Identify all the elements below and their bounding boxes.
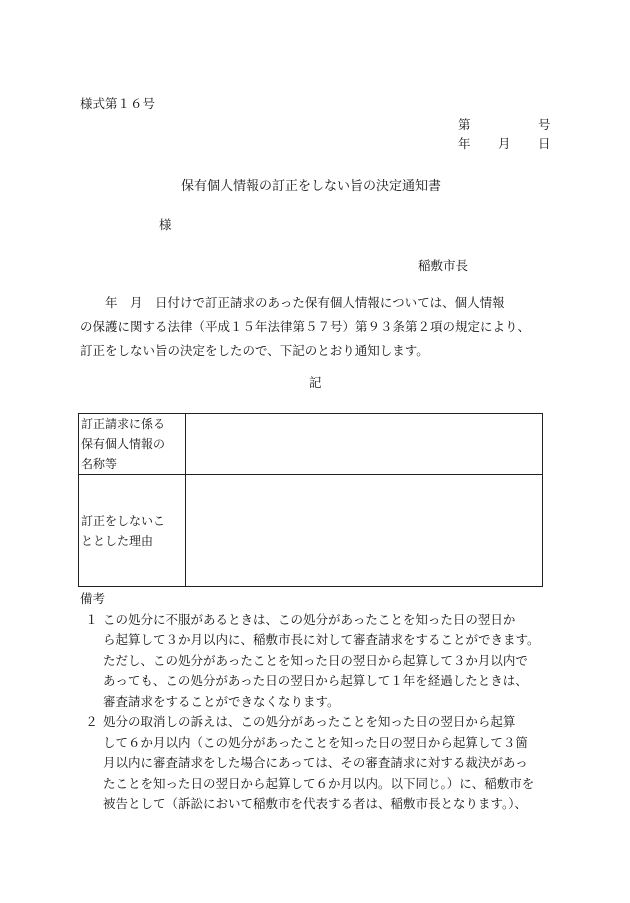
table-row (79, 414, 543, 475)
body-line: の保護に関する法律（平成１５年法律第５７号）第９３条第２項の規定により、 (80, 319, 531, 334)
note-item-1-line: 審査請求をすることができなくなります。 (103, 693, 340, 709)
label-line: 訂正請求に係る (81, 417, 166, 431)
note-text: 処分の取消しの訴えは、この処分があったことを知った日の翌日から起算 (103, 714, 516, 729)
name-label-cell (79, 414, 186, 475)
doc-number-suffix: 号 (538, 117, 551, 132)
ki-heading: 記 (309, 375, 322, 390)
note-item-1-line (80, 610, 560, 631)
note-item-2-line: たことを知った日の翌日から起算して６か月以内。以下同じ。）に、稲敷市を (103, 775, 535, 791)
info-table (78, 413, 543, 587)
note-item-2-line (80, 712, 560, 733)
reason-value-cell (186, 475, 543, 587)
date-year: 年 (458, 136, 471, 151)
body-line: 年 月 日付けで訂正請求のあった保有個人情報については、個人情報 (80, 295, 505, 310)
table-row (79, 475, 543, 587)
label-line: ととした理由 (81, 533, 154, 548)
note-item-2-line: して６か月以内（この処分があったことを知った日の翌日から起算して３箇 (103, 734, 528, 750)
note-number: ２ (85, 714, 98, 729)
issuer: 稲敷市長 (418, 258, 469, 273)
document-title: 保有個人情報の訂正をしない旨の決定通知書 (181, 179, 442, 194)
label-line: 訂正をしないこ (81, 513, 166, 528)
note-item-1-line: ただし、この処分があったことを知った日の翌日から起算して３か月以内で (103, 652, 528, 668)
note-item-1-line: あっても、この処分があった日の翌日から起算して１年を経過したときは、 (103, 673, 528, 688)
body-paragraph (80, 291, 550, 363)
note-text: この処分に不服があるときは、この処分があったことを知った日の翌日か (103, 611, 516, 627)
doc-number-prefix: 第 (458, 117, 471, 132)
reason-label-cell (79, 475, 186, 587)
note-item-2-line: 月以内に審査請求をした場合にあっては、その審査請求に対する裁決があっ (103, 755, 528, 770)
date-day: 日 (538, 136, 551, 151)
addressee-suffix: 様 (159, 217, 172, 232)
notes-section (80, 589, 560, 815)
label-line: 名称等 (81, 457, 118, 471)
note-item-1-line: ら起算して３か月以内に、稲敷市長に対して審査請求をすることができます。 (103, 632, 540, 647)
label-line: 保有個人情報の (81, 437, 166, 451)
form-number: 様式第１６号 (80, 96, 156, 111)
notes-heading: 備考 (80, 591, 106, 606)
note-number: １ (85, 611, 98, 627)
body-line: 訂正をしない旨の決定をしたので、下記のとおり通知します。 (80, 343, 429, 358)
name-value-cell (186, 414, 543, 475)
note-item-2-line: 被告として（訴訟において稲敷市を代表する者は、稲敷市長となります。）、 (103, 796, 528, 811)
date-month: 月 (498, 136, 511, 151)
